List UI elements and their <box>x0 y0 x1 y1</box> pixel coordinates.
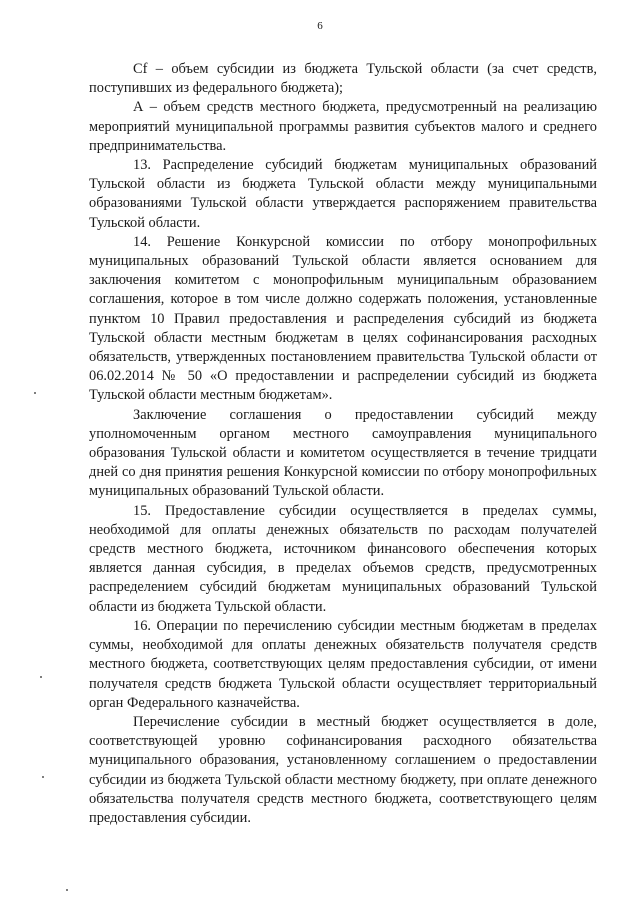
paragraph-agreement-conclusion: Заключение соглашения о предоставлении субсидий между уполномоченным органом местного самоуправления муниципального образования Тульской области и комитетом осуществляется в течение тридцати дней со дня принятия решения Конкурсной комиссии по отбору монопрофильных муниципальных образований Тульской области. <box>89 406 597 500</box>
scan-speck <box>42 776 44 778</box>
document-body <box>89 60 597 828</box>
paragraph-a-definition: А – объем средств местного бюджета, предусмотренный на реализацию мероприятий муниципальной программы развития субъектов малого и среднего предпринимательства. <box>89 99 597 154</box>
paragraph-item-14: 14. Решение Конкурсной комиссии по отбору монопрофильных муниципальных образований Тульской области является основанием для заключения комитетом с монопрофильным муниципальным образованием соглашения, которое в том числе должно содержать положения, установленные пунктом 10 Правил предоставления и распределения субсидий из бюджета Тульской области местным бюджетам в целях софинансирования расходных обязательств, утвержденных постановлением правительства Тульской области от 06.02.2014 № 50 «О предоставлении и распределении субсидий из бюджета Тульской области местным бюджетам». <box>89 233 597 404</box>
scan-speck <box>40 676 42 678</box>
paragraph-cf-definition: Cf – объем субсидии из бюджета Тульской области (за счет средств, поступивших из федерального бюджета); <box>89 61 597 97</box>
paragraph-item-15: 15. Предоставление субсидии осуществляется в пределах суммы, необходимой для оплаты денежных обязательств по расходам получателей средств местного бюджета, источником финансового обеспечения которых является данная субсидия, в пределах объемов средств, предусмотренных распределением субсидий бюджетам муниципальных образований Тульской области из бюджета Тульской области. <box>89 502 597 615</box>
paragraph-item-16: 16. Операции по перечислению субсидии местным бюджетам в пределах суммы, необходимой для оплаты денежных обязательств получателя средств местного бюджета, соответствующих целям предоставления субсидии, от имени получателя средств бюджета Тульской области осуществляет территориальный орган Федерального казначейства. <box>89 617 597 711</box>
paragraph-subsidy-transfer: Перечисление субсидии в местный бюджет осуществляется в доле, соответствующей уровню софинансирования расходного обязательства муниципального образования, установленному соглашением о предоставлении субсидии из бюджета Тульской области местному бюджету, при оплате денежного обязательства получателя средств местного бюджета, соответствующего целям предоставления субсидии. <box>89 713 597 826</box>
paragraph-item-13: 13. Распределение субсидий бюджетам муниципальных образований Тульской области из бюджета Тульской области между муниципальными образованиями Тульской области утверждается распоряжением правительства Тульской области. <box>89 157 597 231</box>
scan-speck <box>66 889 68 891</box>
scan-speck <box>34 392 36 394</box>
page-number: 6 <box>317 20 323 32</box>
